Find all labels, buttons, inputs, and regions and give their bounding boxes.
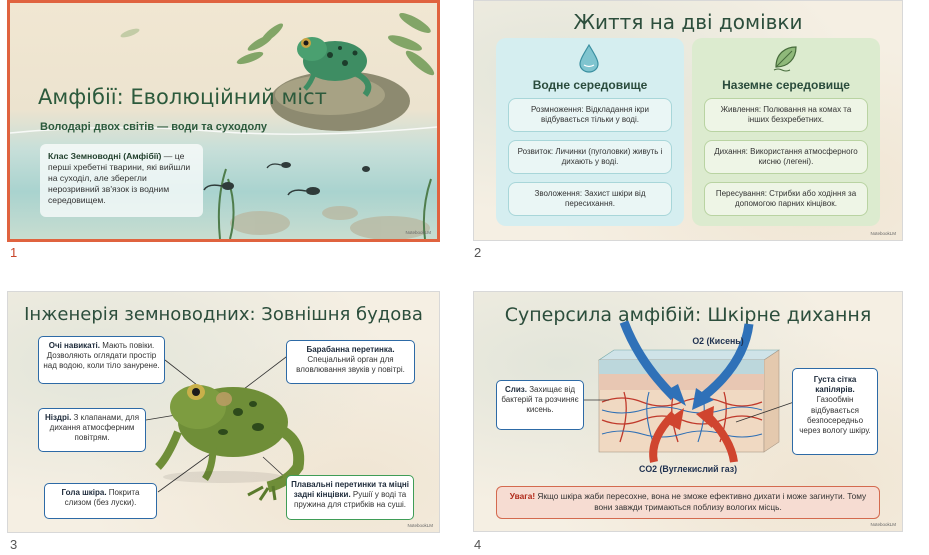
land-panel [692,38,880,226]
slide-2-title: Життя на дві домівки [573,10,803,34]
slide-4-title: Суперсила амфібій: Шкірне дихання [504,304,872,326]
callout-eyes [38,336,165,384]
callout-capillaries-bold: Густа сітка капілярів. [813,375,857,395]
callout-skin [44,483,157,519]
callout-capillaries-text: Газообмін відбувається безпосередньо через вологу шкіру. [799,395,871,436]
card-bold-text: Клас Земноводні (Амфібії) [48,151,162,161]
callout-eyes-bold: Очі навикаті. [48,341,100,350]
land-heading: Наземне середовище [722,78,850,92]
water-item-1: Розмноження: Відкладання ікри відбувається тільки у воді. [508,98,672,132]
land-item-3: Пересування: Стрибки або ходіння за допомогою парних кінцівок. [704,182,868,216]
water-item-3: Зволоження: Захист шкіри від пересихання. [508,182,672,216]
o2-label: O2 (Кисень) [692,336,744,346]
card-body-text: — це перші хребетні тварини, які вийшли на суходіл, але зберегли нерозривний зв'язок із водним середовищем. [48,151,191,205]
land-item-2: Дихання: Використання атмосферного кисню (легені). [704,140,868,174]
water-heading: Водне середовище [532,78,648,92]
callout-legs-text: Рушії у воді та пружина для стрибків на суші. [293,490,407,510]
slide-1-watermark: NotebookLM [405,230,431,235]
callout-legs-bold: Плавальні перетинки та міцні задні кінцівки. [291,480,409,500]
water-panel [496,38,684,226]
callout-capillaries [792,368,878,455]
co2-label: CO2 (Вуглекислий газ) [638,464,738,474]
land-item-1: Живлення: Полювання на комах та інших безхребетних. [704,98,868,132]
callout-slime-bold: Слиз. [505,385,527,394]
water-item-2: Розвиток: Личинки (пуголовки) живуть і дихають у воді. [508,140,672,174]
callout-slime [496,380,584,430]
slide-thumbnail-1[interactable] [7,0,440,242]
callout-eardrum-text: Спеціальний орган для вловлювання звуків у повітрі. [296,355,405,375]
slide-number-4: 4 [474,537,482,552]
callout-skin-text: Покрита слизом (без луски). [64,488,140,508]
callout-eyes-text: Мають повіки. Дозволяють оглядати простір над водою, коли тіло занурене. [43,341,160,371]
callout-nostrils-bold: Ніздрі. [44,413,72,422]
slide-thumbnail-4[interactable] [473,291,903,532]
slide-number-2: 2 [474,245,482,260]
callout-nostrils [38,408,146,452]
slide-thumbnail-2[interactable] [473,0,903,241]
warning-box [496,486,880,519]
slide-3-watermark: NotebookLM [407,523,433,528]
slide-number-3: 3 [10,537,18,552]
slide-1-info-card [40,144,203,217]
slide-1-title: Амфібії: Еволюційний міст [38,85,327,109]
slide-1-subtitle: Володарі двох світів — води та суходолу [40,121,267,133]
slide-thumbnail-3[interactable] [7,291,440,533]
callout-eardrum [286,340,415,384]
warning-bold: Увага! [509,491,536,501]
leaf-icon [770,43,800,73]
callout-nostrils-text: З клапанами, для дихання атмосферним повітрям. [49,413,140,443]
slide-number-1: 1 [10,245,18,260]
slide-2-watermark: NotebookLM [870,231,896,236]
warning-text: Якщо шкіра жаби пересохне, вона не зможе ефективно дихати і може загинути. Тому вони завжди тримаються поблизу вологих місць. [535,491,867,512]
callout-eardrum-bold: Барабанна перетинка. [306,345,395,354]
callout-skin-bold: Гола шкіра. [61,488,107,497]
slide-4-watermark: NotebookLM [870,522,896,527]
water-drop-icon [577,43,601,73]
slide-3-title: Інженерія земноводних: Зовнішня будова [24,304,423,325]
callout-legs [286,475,414,520]
callout-slime-text: Захищає від бактерій та розчиняє кисень. [501,385,579,415]
